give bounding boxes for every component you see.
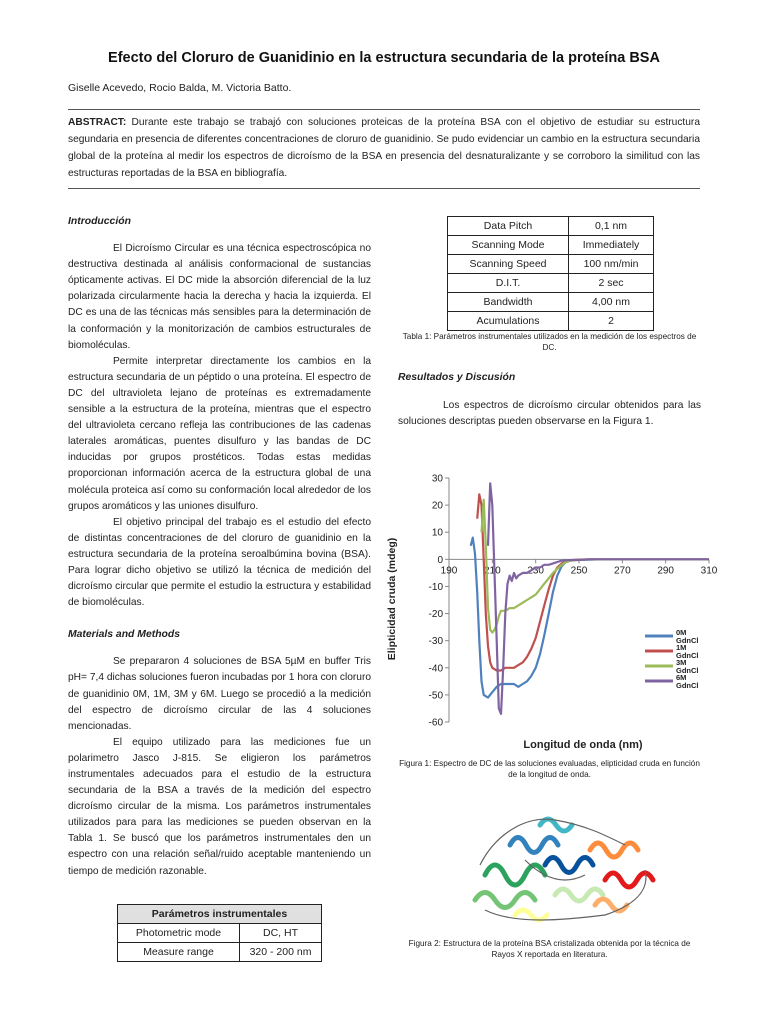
results-paragraph: Los espectros de dicroísmo circular obtenidos para las soluciones descriptas pueden observarse en la Figura 1. [398,400,701,428]
table-cell: 0,1 nm [569,217,654,236]
table-cell: 2 [569,312,654,331]
y-tick-label: -20 [428,609,443,621]
table-cell: Data Pitch [448,217,569,236]
x-tick-label: 210 [483,565,501,577]
table-cell: 4,00 nm [569,293,654,312]
legend-label: 1M [676,643,687,652]
legend-label: GdnCl [676,651,699,660]
x-tick-label: 190 [440,565,458,577]
y-tick-label: -30 [428,636,443,648]
table-cell: Bandwidth [448,293,569,312]
table-header: Parámetros instrumentales [118,905,322,924]
y-tick-label: 0 [437,554,443,566]
series-line-0 [471,538,709,698]
table-cell: Scanning Mode [448,236,569,255]
series-line-2 [482,500,710,633]
legend-label: 0M [676,628,687,637]
table-cell: Photometric mode [118,924,240,943]
table-cell: D.I.T. [448,274,569,293]
y-tick-label: -10 [428,581,443,593]
x-tick-label: 250 [570,565,588,577]
methods-heading: Materials and Methods [68,629,181,641]
x-tick-label: 270 [613,565,631,577]
abstract-text: Durante este trabajo se trabajó con soluciones proteicas de la proteína BSA con el objetivo de estudiar su estructura segundaria en presencia de diferentes concentraciones de cloruro de guanidinio. Se pudo evidenciar un cambio en la estructura secundaria global de la proteína al medir los espectros de dicroísmo de la BSA en presencia del desnaturalizante y se corroboro la similitud con las estructuras reportadas de la BSA en bibliografía. [68,117,700,179]
legend-label: GdnCl [676,666,699,675]
intro-paragraph-2: Permite interpretar directamente los cambios en la estructura secundaria de un péptido o una proteína. El espectro de DC del ultravioleta lejano de proteínas es extremadamente sensible a la estructura de la proteína, mientras que el espectro del ultravioleta cercano refleja las contribuciones de las cadenas laterales aromáticas, puentes disulfuro y las bandas de DC inducidas por grupos prostéticos. Todas estas medidas proporcionan información acerca de la estructura global de una molécula proteica así como su conformación local alrededor de los grupos aromáticos y las uniones disulfuro. [68,355,371,512]
y-tick-label: 30 [431,473,443,485]
methods-paragraph-2: El equipo utilizado para las mediciones fue un polarimetro Jasco J-815. Se eligieron los parámetros instrumentales adecuados para el estudio de la estructura secundaria de la BSA a través de la medición del espectro dicroísmo circular de la misma. Los parámetros instrumentales utilizados para para las mediciones se pueden observan en la Tabla 1. Se buscó que los parámetros instrumentales den un espectro con una relación señal/ruido aceptable manteniendo un tiempo de medición razonable. [68,736,371,877]
figure-1-caption: Figura 1: Espectro de DC de las soluciones evaluadas, elipticidad cruda en función de la longitud de onda. [399,759,700,779]
protein-structure-image [455,805,660,930]
results-heading: Resultados y Discusión [398,372,516,383]
y-tick-label: -50 [428,690,443,702]
intro-paragraph-1: El Dicroísmo Circular es una técnica espectroscópica no destructiva destinada al análisis conformacional de sustancias ópticamente activas. El DC mide la absorción diferencial de la luz polarizada circularmente hacia la derecha y hacia la izquierda. El DC es una de las técnicas más sensibles para la determinación de la conformación y la monitorización de cambios estructurales de biomoléculas. [68,243,371,351]
legend-label: 6M [676,673,687,682]
authors: Giselle Acevedo, Rocio Balda, M. Victoria Batto. [68,82,292,94]
chart-axes [429,474,718,729]
legend-label: 3M [676,658,687,667]
y-tick-label: -60 [428,717,443,729]
table-1-caption: Tabla 1: Parámetros instrumentales utilizados en la medición de los espectros de DC. [402,332,697,352]
legend-label: GdnCl [676,681,699,690]
series-line-1 [477,494,709,670]
table-cell: Scanning Speed [448,255,569,274]
intro-heading: Introducción [68,216,131,227]
figure-2-caption: Figura 2: Estructura de la proteína BSA cristalizada obtenida por la técnica de Rayos X reportada en literatura. [408,939,691,959]
x-tick-label: 230 [527,565,545,577]
abstract-label: ABSTRACT: [68,117,127,128]
table-cell: 100 nm/min [569,255,654,274]
table-cell: Measure range [118,943,240,962]
table-cell: 2 sec [569,274,654,293]
table-cell: 320 - 200 nm [240,943,322,962]
x-tick-label: 290 [657,565,675,577]
y-axis-label: Elipticidad cruda (mdeg) [386,537,398,661]
table-cell: DC, HT [240,924,322,943]
table-cell: Acumulations [448,312,569,331]
paper-title: Efecto del Cloruro de Guanidinio en la estructura secundaria de la proteína BSA [108,50,660,66]
x-axis-label: Longitud de onda (nm) [523,739,643,751]
x-tick-label: 310 [700,565,718,577]
table-cell: Immediately [569,236,654,255]
chart-series [471,483,709,714]
y-tick-label: -40 [428,663,443,675]
methods-paragraph-1: Se prepararon 4 soluciones de BSA 5µM en buffer Tris pH= 7,4 dichas soluciones fueron incubadas por 1 hora con cloruro de guanidinio 0M, 1M, 3M y 6M. Luego se procedió a la medición del espectro de dicroísmo circular de las 4 soluciones mencionadas. [68,656,371,732]
legend-label: GdnCl [676,636,699,645]
chart-legend [645,628,699,690]
y-tick-label: 20 [431,500,443,512]
y-tick-label: 10 [431,527,443,539]
intro-paragraph-3: El objetivo principal del trabajo es el estudio del efecto de distintas concentraciones de del cloruro de guanidinio en la estructura secundaria de la proteína seroalbúmina bovina (BSA). Para lograr dicho objetivo se utilizó la técnica de medición del dicroísmo circular que permite el estudio la estructura y estabilidad de biomoléculas. [68,516,371,609]
